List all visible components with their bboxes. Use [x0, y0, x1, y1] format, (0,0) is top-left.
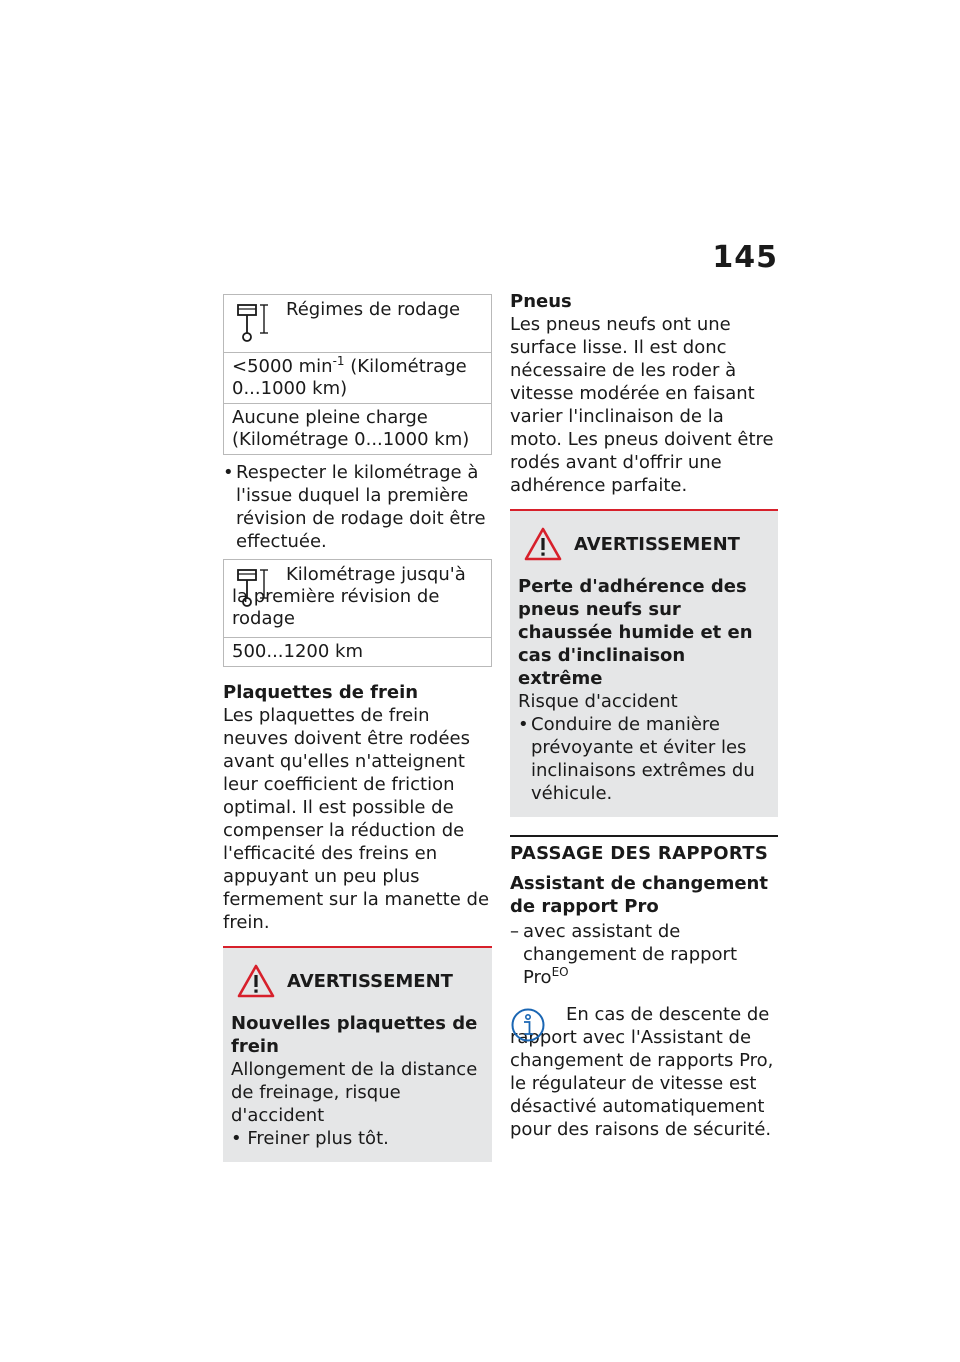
warning-triangle-icon	[237, 964, 275, 998]
warning-action	[518, 713, 770, 805]
dash-icon: –	[510, 921, 519, 942]
brake-pads-heading: Plaquettes de frein	[223, 682, 419, 703]
warning-action: • Freiner plus tôt.	[231, 1128, 389, 1149]
no-full-load-row: Aucune pleine charge (Kilométrage 0...1000 km)	[232, 407, 470, 450]
equipment-note-text: avec assistant de changement de rapport Pro	[523, 921, 738, 988]
info-text: En cas de descente de rapport avec l'Assistant de changement de rapports Pro, le régulateur de vitesse est désactivé automatiquement pour des raisons de sécurité.	[510, 1004, 774, 1140]
warning-consequence: Risque d'accident	[518, 691, 678, 712]
tyres-body: Les pneus neufs ont une surface lisse. Il est donc nécessaire de les roder à vitesse modérée en faisant varier l'inclinaison de la moto. Les pneus doivent être rodés avant d'offrir une adhérence parfaite.	[510, 314, 774, 496]
break-in-speed-table	[223, 294, 492, 455]
tyres-section	[510, 290, 778, 497]
warning-action-text: Conduire de manière prévoyante et éviter les inclinaisons extrêmes du véhicule.	[531, 714, 755, 804]
mileage-heading: Kilométrage jusqu'à la première révision de rodage	[232, 564, 466, 629]
warning-title	[518, 527, 770, 561]
bullet-icon: •	[223, 462, 234, 483]
warning-label: AVERTISSEMENT	[574, 533, 740, 555]
page-number: 145	[712, 240, 778, 275]
warning-consequence: Allongement de la distance de freinage, risque d'accident	[231, 1059, 478, 1126]
equipment-code: EO	[551, 965, 569, 979]
break-in-speed-table-header	[224, 295, 491, 353]
warning-label: AVERTISSEMENT	[287, 970, 453, 992]
info-icon	[510, 1007, 546, 1043]
speed-limit-value: <5000 min	[232, 356, 333, 377]
mileage-value: 500...1200 km	[232, 641, 364, 662]
speed-limit-mileage: (Kilométrage 0...1000 km)	[232, 356, 467, 399]
tyres-heading: Pneus	[510, 291, 572, 312]
brake-pads-body: Les plaquettes de frein neuves doivent être rodées avant qu'elles n'atteignent leur coefficient de friction optimal. Il est possible de compenser la réduction de l'efficacité des freins en appuyant un peu plus fermement sur la manette de frein.	[223, 705, 490, 933]
chapter-heading: PASSAGE DES RAPPORTS	[510, 835, 778, 864]
mileage-table-header	[224, 560, 491, 638]
engine-piston-icon	[236, 303, 268, 343]
bullet-icon: •	[518, 714, 529, 735]
left-column	[223, 294, 492, 1162]
mileage-table	[223, 559, 492, 667]
break-in-bullet-list	[223, 461, 492, 553]
break-in-instruction: Respecter le kilométrage à l'issue duquel la première révision de rodage doit être effectuée.	[236, 462, 486, 552]
shift-assistant-heading: Assistant de changement de rapport Pro	[510, 873, 768, 917]
brake-pads-section	[223, 681, 492, 934]
right-column	[510, 290, 778, 1141]
speed-unit-exponent: -1	[332, 354, 345, 368]
warning-title	[231, 964, 484, 998]
engine-piston-icon	[236, 568, 268, 608]
list-item	[223, 461, 492, 553]
info-block	[510, 1003, 778, 1141]
warning-subject: Perte d'adhérence des pneus neufs sur chaussée humide et en cas d'inclinaison extrême	[518, 576, 753, 689]
break-in-speed-heading: Régimes de rodage	[286, 299, 461, 320]
warning-subject: Nouvelles plaquettes de frein	[231, 1013, 478, 1057]
break-in-speed-row	[224, 353, 491, 404]
warning-triangle-icon	[524, 527, 562, 561]
warning-box-brakes	[223, 946, 492, 1162]
equipment-note	[510, 920, 778, 989]
warning-box-tyres	[510, 509, 778, 817]
